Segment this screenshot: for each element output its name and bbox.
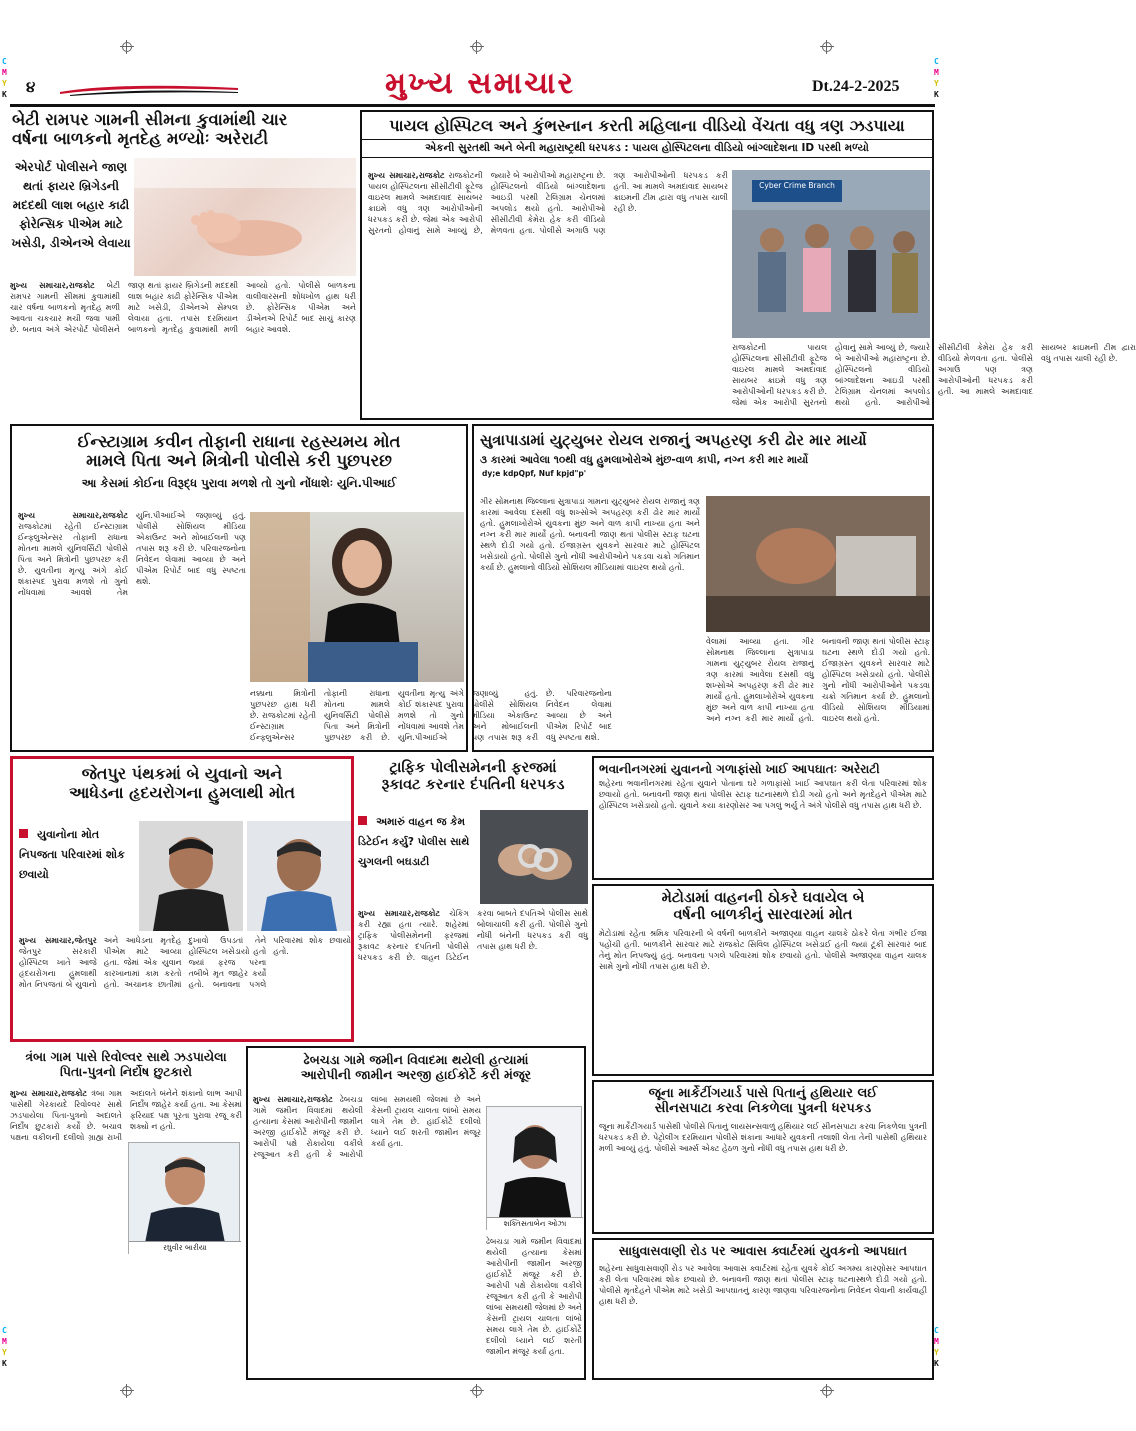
headline-line: મેટોડામાં વાહનની ઠોકરે ઘવાયેલ બે — [661, 890, 865, 906]
story-headline — [12, 426, 466, 473]
headline-line: જેતપુર પંથકમાં બે યુવાનો અને — [81, 764, 283, 783]
cmyk-k: K — [2, 90, 7, 99]
story-jetpur-heart-attack — [10, 756, 354, 1042]
injured-youtuber-photo — [706, 496, 930, 632]
story-body — [594, 926, 932, 974]
story-body — [480, 496, 700, 750]
photo-illustration — [247, 821, 351, 931]
story-subhead: આ કેસમાં કોઈના વિરૂદ્ધ પુરાવા મળશે તો ગુનો નોંધાશેઃ યુનિ.પીઆઈ — [81, 475, 397, 490]
photo-caption: શક્તિસતાબેન ઓઝા — [487, 1217, 583, 1230]
headline-line: પિતા-પુત્રનો નિર્દોષ છુટકારો — [60, 1063, 192, 1079]
story-body-continued — [250, 688, 612, 750]
cmyk-y: Y — [934, 79, 939, 88]
red-bullet-icon — [358, 816, 367, 825]
lawyer-portrait-photo — [128, 1142, 240, 1254]
story-headline: સાધુવાસવાણી રોડ પર આવાસ ક્વાર્ટરમાં યુવકનો આપઘાત — [618, 1243, 908, 1258]
registration-mark — [470, 40, 484, 54]
headline-line: બેટી રામપર ગામની સીમના કુવામાંથી ચાર — [12, 110, 288, 129]
registration-mark — [120, 1384, 134, 1398]
story-body-continued — [706, 636, 930, 750]
headline-line: આરોપીની જામીન અરજી હાઈકોર્ટે કરી મંજૂર — [300, 1066, 532, 1082]
cmyk-k: K — [2, 1359, 7, 1368]
cmyk-bar-left-bottom — [2, 1325, 7, 1369]
story-headline — [13, 759, 351, 805]
story-headline — [358, 756, 588, 796]
cmyk-c: C — [934, 57, 939, 66]
cmyk-k: K — [934, 1359, 939, 1368]
story-body — [358, 908, 588, 1038]
registration-mark — [820, 40, 834, 54]
cmyk-m: M — [2, 1337, 7, 1346]
side-subhead-text: યુવાનોના મોત નિપજતા પરિવારમાં શોક છવાયો — [19, 828, 125, 881]
cmyk-m: M — [2, 68, 7, 77]
headline-line: ઢેબચડા ગામે જમીન વિવાદમા થયેલી હત્યામાં — [303, 1052, 529, 1067]
story-side-subhead — [19, 823, 135, 907]
registration-mark — [120, 40, 134, 54]
photo-illustration — [480, 810, 588, 904]
story-headline: પાયલ હોસ્પિટલ અને કુંભસ્નાન કરતી મહિલાના વીડિયો વેંચતા વધુ ત્રણ ઝડપાયા — [389, 116, 905, 135]
photo-illustration — [134, 158, 356, 276]
photo-illustration — [732, 170, 930, 338]
cmyk-c: C — [934, 1326, 939, 1335]
body-text: જૂના માર્કેટીંગયાર્ડ પાસેથી પોલીસે પિતાનું લાયસન્સવાળું હથિયાર લઈ સીનસપાટા કરવા નિકળેલા પુત્રની ધરપકડ કરી છે. પેટ્રોલીંગ દરમિયાન પોલીસે શંકાના આધારે યુવકની તલાશી લેતા તેની પાસેથી હથિયાર મળી આવ્યું હતું. પોલીસે આર્મ્સ એક્ટ હેઠળ ગુનો નોંધી વધુ તપાસ હાથ ધરી છે. — [599, 1121, 927, 1153]
headline-line: મામલે પિતા અને મિત્રોની પોલીસે કરી પુછપરછ — [86, 451, 392, 471]
issue-date: Dt.24-2-2025 — [812, 78, 900, 95]
photo-illustration — [487, 1107, 583, 1217]
victim-1-photo — [139, 821, 243, 931]
cmyk-c: C — [2, 1326, 7, 1335]
handcuffs-photo — [480, 810, 588, 904]
stray-typeset-line: dy;e kdpQpf, Nuf kpjd"p' — [482, 468, 587, 478]
headline-line: ત્રંબા ગામ પાસે રિવોલ્વર સાથે ઝડપાયેલા — [25, 1049, 227, 1064]
story-subhead: એકની સુરતથી અને બેની મહારાષ્ટ્રથી ધરપકડ : પાયલ હોસ્પિટલના વીડિયો બાંગ્લાદેશના ID પરથી મળ્યો — [362, 139, 932, 158]
story-sadhu-vaswani-suicide — [592, 1238, 934, 1380]
story-side-subhead — [358, 810, 476, 906]
body-text: શહેરના સાધુવાસવાણી રોડ પર આવેલા આવાસ ક્વાર્ટરમાં રહેતા યુવકે કોઈ અગમ્ય કારણોસર આપઘાત કરી લેતા પરિવારમાં શોક છવાયો છે. બનાવની જાણ થતાં પોલીસ સ્ટાફ ઘટનાસ્થળે દોડી ગયો હતો. પોલીસે મૃતદેહને પીએમ માટે ખસેડી આપઘાતનું કારણ જાણવા પરિવારજનોના નિવેદન લેવાની કાર્યવાહી હાથ ધરી છે. — [599, 1263, 927, 1306]
headline-line: રૂકાવટ કરનાર દંપતિની ધરપકડ — [381, 777, 565, 794]
side-subhead-text: અમારું વાહન જ કેમ ડિટેઈન કર્યુ? પોલીસ સાથે ચુગલની બઘડાટી — [358, 816, 470, 868]
story-subhead: ૩ કારમાં આવેલા ૧૦થી વધુ હુમલાખોરોએ મુંછ-વાળ કાપી, નગ્ન કરી માર માર્યો — [480, 453, 809, 466]
story-traffic-police-couple — [358, 756, 588, 1042]
baby-feet-photo — [134, 158, 356, 276]
story-body — [594, 1119, 932, 1156]
cmyk-k: K — [934, 90, 939, 99]
photo-illustration — [139, 821, 243, 931]
story-body — [18, 510, 246, 750]
arrested-accused-photo — [732, 170, 930, 338]
dateline: મુખ્ય સમાચાર,રાજકોટ — [10, 1089, 88, 1098]
story-side-subhead — [10, 158, 132, 276]
section-title: મુખ્ય સમાચાર — [384, 66, 576, 101]
photo-caption: રઘુવીર બારીયા — [129, 1241, 241, 1254]
dateline: મુખ્ય સમાચાર,રાજકોટ — [368, 171, 445, 180]
story-body — [10, 280, 356, 420]
dateline: મુખ્ય સમાચાર,રાજકોટ — [253, 1095, 333, 1104]
dateline: મુખ્ય સમાચાર,જેતપુર — [19, 936, 97, 945]
red-bullet-icon — [19, 829, 28, 838]
dateline: મુખ્ય સમાચાર,રાજકોટ — [358, 909, 441, 918]
cmyk-bar-right-top — [934, 56, 939, 100]
cmyk-y: Y — [934, 1348, 939, 1357]
story-royal-raja-kidnap — [472, 424, 934, 752]
advocate-portrait-photo — [486, 1106, 582, 1230]
masthead-swoosh-graphic — [60, 80, 240, 96]
body-text: ત્રંબા ગામ પાસેથી ગેરકાયદે રિવોલ્વર સાથે ઝડપાયેલા પિતા-પુત્રનો અદાલતે નિર્દોષ છુટકારો કર્યો છે. બચાવ પક્ષના વકીલની દલીલો ગ્રાહ્ય રાખી અદાલતે બંનેને શંકાનો લાભ આપી નિર્દોષ જાહેર કર્યા હતા. આ કેસમાં ફરિયાદ પક્ષ પૂરતા પુરાવા રજૂ કરી શક્યો ન હતો. — [10, 1089, 242, 1142]
story-metoda-child-death — [592, 884, 934, 1076]
story-body — [253, 1094, 481, 1378]
story-headline — [10, 110, 356, 149]
victim-2-photo — [247, 821, 351, 931]
photo-caption: Cyber Crime Branch — [752, 180, 842, 191]
story-body — [19, 935, 351, 1039]
photo-illustration — [250, 512, 464, 682]
story-headline — [10, 1046, 242, 1082]
story-headline: સુત્રાપાડામાં યુટ્યુબર રોયલ રાજાનું અપહરણ કરી ઢોર માર માર્યો — [480, 431, 867, 449]
photo-caption: વેલામાં આવ્યા હતા. — [706, 637, 790, 646]
cmyk-y: Y — [2, 1348, 7, 1357]
body-text: રાજકોટની પાયલ હોસ્પિટલના સીસીટીવી ફૂટેજ વાઇરલ મામલે અમદાવાદ સાયબર ક્રાઇમે વધુ ત્રણ આરોપીઓની ધરપકડ કરી છે. જેમાં એક આરોપી સુરતનો હોવાનું સામે આવ્યું છે, જ્યારે બે આરોપીઓ મહારાષ્ટ્રના છે. હોસ્પિટલનો વીડિયો બાંગ્લાદેશના આઇડી પરથી ટેલિગ્રામ ચેનલમાં અપલોડ થયો હતો. આરોપીઓ સીસીટીવી કેમેરા હેક કરી વીડિયો મેળવતા હતા. પોલીસે અગાઉ પણ ત્રણ આરોપીઓની ધરપકડ કરી હતી. આ મામલે અમદાવાદ સાયબર ક્રાઇમની ટીમ દ્વારા વધુ તપાસ ચાલી રહી છે. — [732, 343, 1136, 407]
cmyk-bar-right-bottom — [934, 1325, 939, 1369]
story-body-continued — [486, 1236, 582, 1378]
cmyk-c: C — [2, 57, 7, 66]
photo-illustration — [129, 1143, 241, 1243]
story-headline — [594, 886, 932, 926]
photo-illustration — [706, 496, 930, 632]
victim-portrait-photo — [250, 512, 464, 682]
story-baby-body-found — [10, 110, 356, 420]
story-body — [368, 170, 728, 418]
body-text: ઢેબચડા ગામે જમીન વિવાદમાં થયેલી હત્યાના કેસમાં આરોપીની જામીન અરજી હાઈકોર્ટે મંજૂર કરી છે. આરોપી પક્ષે રોકાયેલા વકીલે રજૂઆત કરી હતી કે આરોપી લાંબા સમયથી જેલમાં છે અને કેસની ટ્રાયલ ચાલતા લાંબો સમય લાગે તેમ છે. હાઈકોર્ટે દલીલો ધ્યાને લઈ શરતી જામીન મંજૂર કર્યા હતા. — [253, 1095, 481, 1159]
photo-caption: નક્કાના મિત્રોની પુછપરછ હાથ ધરી છે. — [250, 689, 316, 720]
headline-line: આધેડના હૃદયરોગના હુમલાથી મોત — [69, 782, 295, 802]
body-text: શહેરના ભવાનીનગરમાં રહેતા યુવાને પોતાના ઘરે ગળાફાંસો ખાઈ આપઘાત કરી લેતા પરિવારમાં શોક છવાયો હતો. બનાવની જાણ થતાં પોલીસ સ્ટાફ ઘટનાસ્થળે દોડી ગયો હતો અને મૃતદેહને પીએમ માટે હોસ્પિટલ ખસેડાયો હતો. યુવાને કયા કારણોસર આ પગલું ભર્યુ તે અંગે પોલીસે વધુ તપાસ હાથ ધરી છે. — [599, 779, 927, 811]
headline-line: વર્ષના બાળકનો મૃતદેહ મળ્યોઃ અરેરાટી — [12, 129, 269, 149]
body-text: રાજકોટમાં રહેતી ઈન્સ્ટાગ્રામ ઈન્ફ્લુએન્સર તોફાની રાધાના મોતના મામલે યુનિવર્સિટી પોલીસે પિતા અને મિત્રોની પુછપરછ કરી છે. યુવતીના મૃત્યુ અંગે કોઈ શંકાસ્પદ પુરાવા મળશે તો ગુનો નોંધવામાં આવશે તેમ યુનિ.પીઆઈએ જણાવ્યું હતું. પોલીસે સોશિયલ મીડિયા એકાઉન્ટ અને મોબાઈલની પણ તપાસ શરૂ કરી છે. પરિવારજનોના નિવેદન લેવામાં આવ્યા છે અને પીએમ રિપોર્ટ બાદ વધુ સ્પષ્ટતા થશે. — [18, 511, 246, 597]
body-text: શહેરમાં ટ્રાફિક પોલીસમેનની ફરજમાં રૂકાવટ કરનાર દંપતિની પોલીસે ધરપકડ કરી છે. વાહન ડિટેઈન કરવા બાબતે દંપતિએ પોલીસ સાથે બોલાચાલી કરી હતી. પોલીસે ગુનો નોંધી બંનેની ધરપકડ કરી વધુ તપાસ હાથ ધરી છે. — [358, 909, 588, 962]
story-headline — [594, 1082, 932, 1119]
body-text: ગીર સોમનાથ જિલ્લાના સુત્રાપાડા ગામના યુટ્યુબર રોયલ રાજાનું ત્રણ કારમાં આવેલા દસથી વધુ શખ્સોએ અપહરણ કરી ઢોર માર માર્યો હતો. હુમલાખોરોએ યુવકના મુંછ અને વાળ કાપી નાખ્યા હતા અને નગ્ન કરી માર માર્યો હતો. બનાવની જાણ થતાં પોલીસ સ્ટાફ ઘટના સ્થળે દોડી ગયો હતો. ઈજાગ્રસ્ત યુવકને સારવાર માટે હોસ્પિટલ ખસેડાયો હતો. પોલીસે ગુનો નોંધી આરોપીઓને પકડવા ચક્રો ગતિમાન કર્યા છે. હુમલાનો વીડિયો સોશિયલ મીડિયામાં વાઇરલ થયો હતો. — [480, 497, 700, 572]
cmyk-m: M — [934, 68, 939, 77]
story-body — [594, 1261, 932, 1309]
story-headline: ભવાનીનગરમાં યુવાનનો ગળાફાંસો ખાઈ આપઘાતઃ અરેરાટી — [599, 762, 880, 776]
story-body — [594, 778, 932, 811]
registration-mark — [820, 1384, 834, 1398]
body-text: બેટી રામપર ગામની સીમમાં કુવામાંથી ચાર વર્ષના બાળકનો મૃતદેહ મળી આવતા ચકચાર મચી જવા પામી છે. બનાવ અંગે એરપોર્ટ પોલીસને જાણ થતાં ફાયર બ્રિગેડની મદદથી લાશ બહાર કાઢી ફોરેન્સિક પીએમ માટે ખસેડી, ડીએનએ સેમ્પલ લેવાયા હતા. તપાસ દરમિયાન બાળકનો મૃતદેહ કુવામાંથી મળી આવ્યો હતો. પોલીસે બાળકના વાલીવારસની શોધખોળ હાથ ધરી છે. ફોરેન્સિક પીએમ અને ડીએનએ રિપોર્ટ બાદ સાચું કારણ બહાર આવશે. — [10, 281, 356, 334]
story-tramba-revolver-acquittal — [10, 1046, 242, 1380]
dateline: મુખ્ય સમાચાર,રાજકોટ — [10, 281, 95, 290]
photo-caption: ચેકિંગ કરી રહ્યા હતા ત્યારે. — [358, 909, 469, 929]
cmyk-bar-left-top — [2, 56, 7, 100]
cmyk-m: M — [934, 1337, 939, 1346]
headline-line: ઈન્સ્ટાગ્રામ કવીન તોફાની રાધાના રહસ્યમય મોત — [77, 432, 401, 451]
story-market-yard-weapon — [592, 1080, 934, 1234]
page-number: ૪ — [26, 78, 36, 96]
registration-mark — [470, 1384, 484, 1398]
masthead-rule — [10, 104, 935, 107]
body-text: મેટોડામાં રહેતા શ્રમિક પરિવારની બે વર્ષની બાળકીને અજાણ્યા વાહન ચાલકે ઠોકરે લેતા ગંભીર ઈજા પહોંચી હતી. બાળકીને સારવાર માટે રાજકોટ સિવિલ હોસ્પિટલ ખસેડાઈ હતી જ્યાં ટૂંકી સારવાર બાદ તેનું મોત નિપજ્યું હતું. બનાવના પગલે પરિવારમાં શોક છવાયો હતો. પોલીસે અજાણ્યા વાહન ચાલક સામે ગુનો નોંધી તપાસ હાથ ધરી છે. — [599, 929, 927, 972]
body-text: રાજકોટની પાયલ હોસ્પિટલના સીસીટીવી ફૂટેજ વાઇરલ મામલે અમદાવાદ સાયબર ક્રાઇમે વધુ ત્રણ આરોપીઓની ધરપકડ કરી છે. જેમાં એક આરોપી સુરતનો હોવાનું સામે આવ્યું છે, જ્યારે બે આરોપીઓ મહારાષ્ટ્રના છે. હોસ્પિટલનો વીડિયો બાંગ્લાદેશના આઇડી પરથી ટેલિગ્રામ ચેનલમાં અપલોડ થયો હતો. આરોપીઓ સીસીટીવી કેમેરા હેક કરી વીડિયો મેળવતા હતા. પોલીસે અગાઉ પણ ત્રણ આરોપીઓની ધરપકડ કરી હતી. આ મામલે અમદાવાદ સાયબર ક્રાઇમની ટીમ દ્વારા વધુ તપાસ ચાલી રહી છે. — [368, 171, 728, 235]
headline-line: વર્ષની બાળકીનું સારવારમાં મોત — [673, 907, 853, 924]
story-headline — [248, 1048, 584, 1085]
body-text: જેતપુર સરકારી હોસ્પિટલ ખાતે આજે હૃદયરોગના હુમલાથી મોત નિપજતાં બે યુવાનો અને આધેડના મૃતદેહ પીએમ માટે આવ્યા હતા. જેમાં એક યુવાન કારખાનામાં કામ કરતો હતો. અચાનક છાતીમાં દુખાવો ઉપડતાં તેને હોસ્પિટલ ખસેડાયો હતો જ્યાં ફરજ પરના તબીબે મૃત જાહેર કર્યો હતો. બનાવના પગલે પરિવારમાં શોક છવાયો હતો. — [19, 936, 351, 989]
headline-line: ટ્રાફિક પોલીસમેનની ફરજમાં — [389, 760, 557, 776]
story-body-continued — [732, 342, 1136, 418]
body-text: ગીર સોમનાથ જિલ્લાના સુત્રાપાડા ગામના યુટ્યુબર રોયલ રાજાનું ત્રણ કારમાં આવેલા દસથી વધુ શખ્સોએ અપહરણ કરી ઢોર માર માર્યો હતો. હુમલાખોરોએ યુવકના મુંછ અને વાળ કાપી નાખ્યા હતા અને નગ્ન કરી માર માર્યો હતો. બનાવની જાણ થતાં પોલીસ સ્ટાફ ઘટના સ્થળે દોડી ગયો હતો. ઈજાગ્રસ્ત યુવકને સારવાર માટે હોસ્પિટલ ખસેડાયો હતો. પોલીસે ગુનો નોંધી આરોપીઓને પકડવા ચક્રો ગતિમાન કર્યા છે. હુમલાનો વીડિયો સોશિયલ મીડિયામાં વાઇરલ થયો હતો. — [706, 637, 930, 723]
headline-line: જૂના માર્કેટીંગયાર્ડ પાસે પિતાનું હથિયાર લઈ — [648, 1086, 878, 1101]
headline-line: સીનસપાટા કરવા નિકળેલા પુત્રની ધરપકડ — [654, 1101, 872, 1117]
side-subhead-text: એરપોર્ટ પોલીસને જાણ થતાં ફાયર બ્રિગેડની મદદથી લાશ બહાર કાઢી ફોરેન્સિક પીએમ માટે ખસેડી, ડીએનએ લેવાયા — [11, 160, 131, 250]
story-dhebachda-bail — [246, 1046, 586, 1380]
cmyk-y: Y — [2, 79, 7, 88]
story-bhavaninagar-suicide — [592, 756, 934, 880]
body-text: ઢેબચડા ગામે જમીન વિવાદમાં થયેલી હત્યાના કેસમાં આરોપીની જામીન અરજી હાઈકોર્ટે મંજૂર કરી છે. આરોપી પક્ષે રોકાયેલા વકીલે રજૂઆત કરી હતી કે આરોપી લાંબા સમયથી જેલમાં છે અને કેસની ટ્રાયલ ચાલતા લાંબો સમય લાગે તેમ છે. હાઈકોર્ટે દલીલો ધ્યાને લઈ શરતી જામીન મંજૂર કર્યા હતા. — [486, 1237, 582, 1356]
body-text: રાજકોટમાં રહેતી ઈન્સ્ટાગ્રામ ઈન્ફ્લુએન્સર તોફાની રાધાના મોતના મામલે યુનિવર્સિટી પોલીસે પિતા અને મિત્રોની પુછપરછ કરી છે. યુવતીના મૃત્યુ અંગે કોઈ શંકાસ્પદ પુરાવા મળશે તો ગુનો નોંધવામાં આવશે તેમ યુનિ.પીઆઈએ જણાવ્યું હતું. પોલીસે સોશિયલ મીડિયા એકાઉન્ટ અને મોબાઈલની પણ તપાસ શરૂ કરી છે. પરિવારજનોના નિવેદન લેવામાં આવ્યા છે અને પીએમ રિપોર્ટ બાદ વધુ સ્પષ્ટતા થશે. — [250, 689, 612, 742]
dateline: મુખ્ય સમાચાર,રાજકોટ — [18, 511, 128, 520]
story-payal-hospital — [360, 110, 1136, 420]
